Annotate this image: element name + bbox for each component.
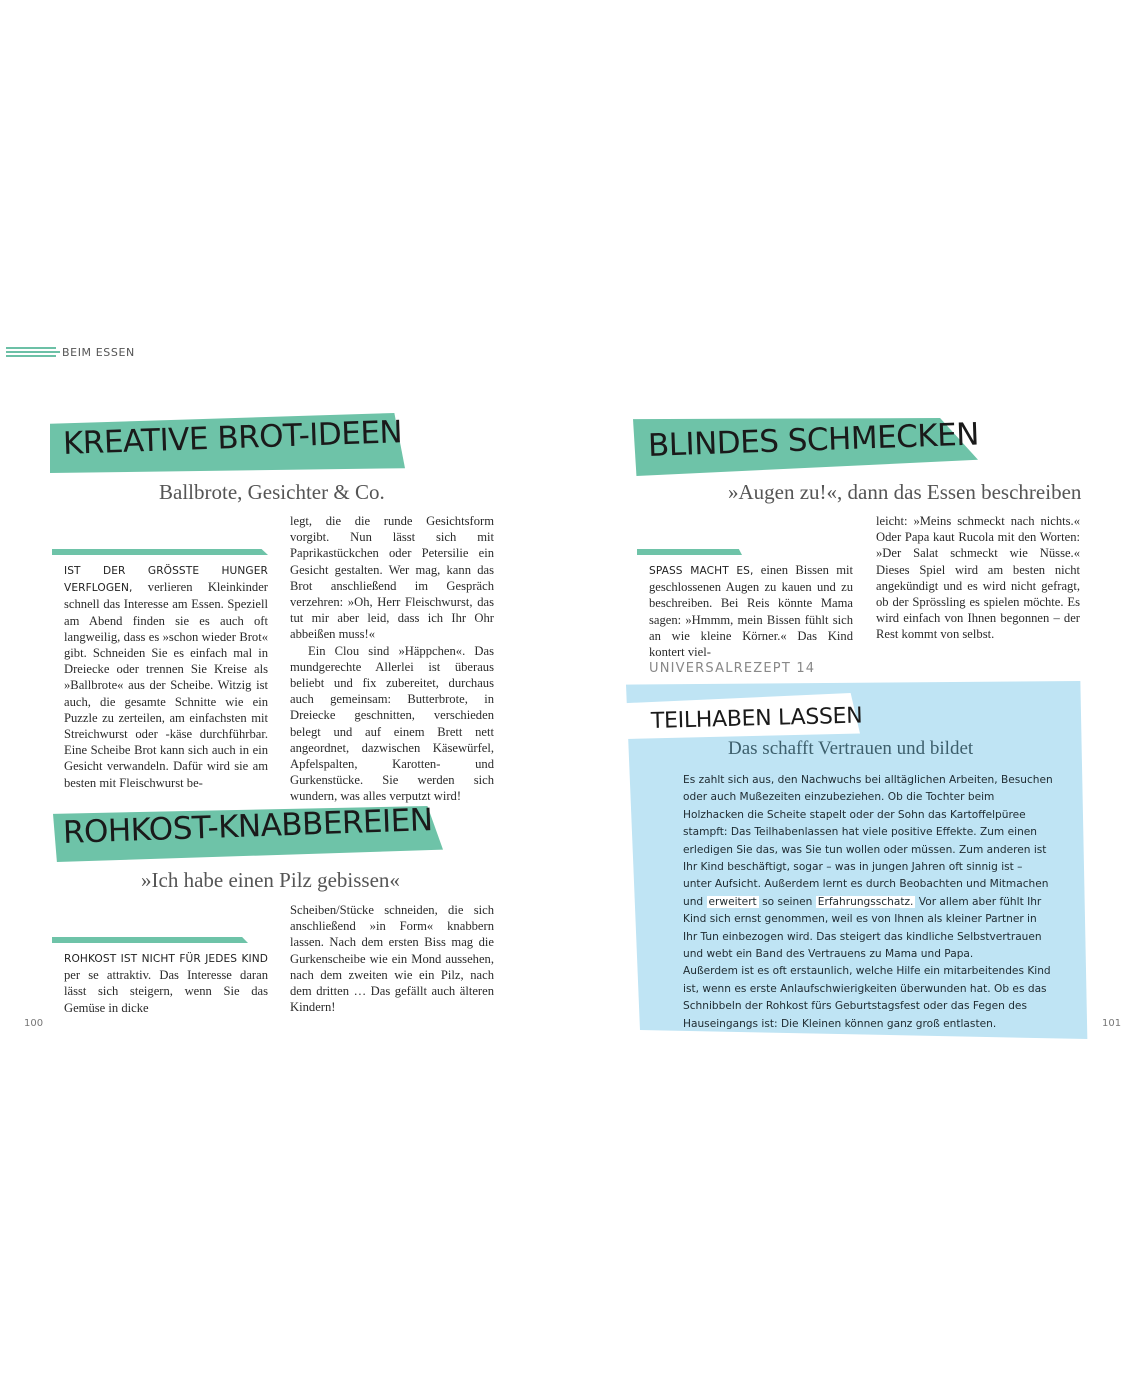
paragraph: legt, die die runde Gesichtsform vorgibt. Nun lässt sich mit Paprikastückchen oder Petersilie ein Gesicht gestalten. Wer mag, kann das Brot anschließend im Gespräch verzehren: »Oh, Herr Fleischwurst, das tut mir aber leid, dass ich Ihr Ohr abbeißen muss!« bbox=[290, 514, 494, 642]
body-text: einen Bissen mit geschlossenen Augen zu kauen und zu beschreiben. Bei Reis könnte Mama sagen: »Hmmm, mein Bissen fühlt sich an wie kleine Körner.« Das Kind kontert viel- bbox=[649, 563, 853, 660]
paragraph: Außerdem ist es oft erstaunlich, welche Hilfe ein mitarbeitendes Kind ist, wenn es erste Anlaufschwierigkeiten überwunden hat. Ob es das Schnibbeln der Rohkost fürs Geburtstagsfest oder das Fegen des Hauseingangs ist: Die Kleinen können ganz groß entlasten. bbox=[683, 965, 1051, 1030]
paragraph: leicht: »Meins schmeckt nach nichts.« Oder Papa kaut Rucola mit den Worten: »Der Salat schmeckt wie Nüsse.« Dieses Spiel wird am besten nicht angekündigt und es wird nicht gefragt, ob der Sprössling es spielen möchte. Es wird einfach von Ihnen begonnen – der Rest kommt von selbst. bbox=[876, 514, 1080, 642]
highlighted-word: erweitert bbox=[708, 895, 757, 908]
section-subtitle-blindes-schmecken: »Augen zu!«, dann das Essen beschreiben bbox=[728, 480, 1082, 504]
body-text: verlieren Kleinkinder schnell das Interesse am Essen. Speziell am Abend finden sie es auch oft langweilig, dass es »schon wieder Brot« gibt. Schneiden Sie es einfach mal in Dreiecke oder trennen Sie Kreise als »Ballbrote« aus der Scheibe. Witzig ist auch, die gesamte Schnitte wie ein Puzzle zu zerteilen, am einfachsten mit Streichwurst oder -käse durchführbar. Eine Scheibe Brot kann sich auch in ein Gesicht verwandeln. Dafür wird sie am besten mit Fleischwurst be- bbox=[64, 580, 268, 790]
text-column-rohkost-1 bbox=[64, 950, 268, 1016]
text-run: Vor allem aber fühlt Ihr Kind sich ernst genommen, weil es von Ihnen als kleiner Partner in Ihr Tun einbezogen wird. Das steigert das kindliche Selbstvertrauen und webt ein Band des Vertrauens zu Mama und Papa. bbox=[683, 895, 1042, 961]
section-title-brot-ideen: KREATIVE BROT-IDEEN bbox=[62, 414, 403, 462]
section-subtitle-brot-ideen: Ballbrote, Gesichter & Co. bbox=[159, 480, 385, 504]
body-text: per se attraktiv. Das Interesse daran lässt sich steigern, wenn Sie das Gemüse in dicke bbox=[64, 968, 268, 1015]
recipe-subtitle: Das schafft Vertrauen und bildet bbox=[728, 738, 974, 759]
section-title-rohkost: ROHKOST-KNABBEREIEN bbox=[62, 802, 434, 851]
section-subtitle-rohkost: »Ich habe einen Pilz gebissen« bbox=[141, 868, 400, 892]
page-number-right: 101 bbox=[1102, 1018, 1122, 1029]
paragraph: Scheiben/Stücke schneiden, die sich anschließend »in Form« knabbern lassen. Nach dem ersten Biss mag die Gurkenscheibe wie ein Mond aussehen, nach dem zweiten wie ein Pilz, nach dem dritten … Das gefällt auch älteren Kindern! bbox=[290, 903, 494, 1015]
text-column-schmecken-2 bbox=[876, 513, 1080, 643]
paragraph: Ein Clou sind »Häppchen«. Das mundgerechte Allerlei ist überaus beliebt und fix zubereitet, durchaus auch gemeinsam: Butterbrote, in Dreiecke geschnitten, verschieden belegt und auf einem Brett nett angeordnet, dazwischen Käsewürfel, Apfelspalten, Karotten- und Gurkenstücke. Sie werden sich wundern, was alles verputzt wird! bbox=[290, 643, 494, 804]
lead-in: ROHKOST IST NICHT FÜR JEDES KIND bbox=[64, 953, 268, 965]
accent-bar bbox=[52, 937, 248, 943]
highlighted-word: Erfahrungsschatz. bbox=[817, 895, 914, 908]
paragraph bbox=[683, 772, 1053, 963]
recipe-label: UNIVERSALREZEPT 14 bbox=[649, 661, 816, 676]
text-column-rohkost-2 bbox=[290, 902, 494, 1015]
text-column-brot-1 bbox=[64, 562, 268, 791]
accent-bar bbox=[637, 549, 742, 555]
text-run: so seinen bbox=[762, 895, 813, 908]
text-column-brot-2 bbox=[290, 513, 494, 805]
recipe-title: TEILHABEN LASSEN bbox=[650, 703, 863, 734]
page-number-left: 100 bbox=[24, 1018, 44, 1029]
section-title-blindes-schmecken: BLINDES SCHMECKEN bbox=[647, 416, 980, 464]
recipe-text bbox=[683, 772, 1053, 1033]
lead-in: IST DER GRÖSSTE HUNGER VERFLOGEN, bbox=[64, 565, 268, 595]
accent-bar bbox=[52, 549, 268, 555]
running-head: BEIM ESSEN bbox=[62, 346, 135, 359]
running-head-rule bbox=[6, 347, 56, 359]
text-column-schmecken-1 bbox=[649, 562, 853, 660]
lead-in: SPASS MACHT ES, bbox=[649, 565, 754, 577]
text-run: Es zahlt sich aus, den Nachwuchs bei alltäglichen Arbeiten, Besuchen oder auch Mußezeiten einzubeziehen. Ob die Tochter beim Holzhacken die Scheite stapelt oder der Sohn das Kartoffelpüree stampft: Das Teilhabenlassen hat viele positive Effekte. Zum einen erledigen Sie das, was Sie tun wollen oder müssen. Zum anderen ist Ihr Kind beschäftigt, sogar – was in jungen Jahren oft sinnig ist – unter Aufsicht. Außerdem lernt es durch Beobachten und Mitmachen und bbox=[683, 774, 1053, 908]
